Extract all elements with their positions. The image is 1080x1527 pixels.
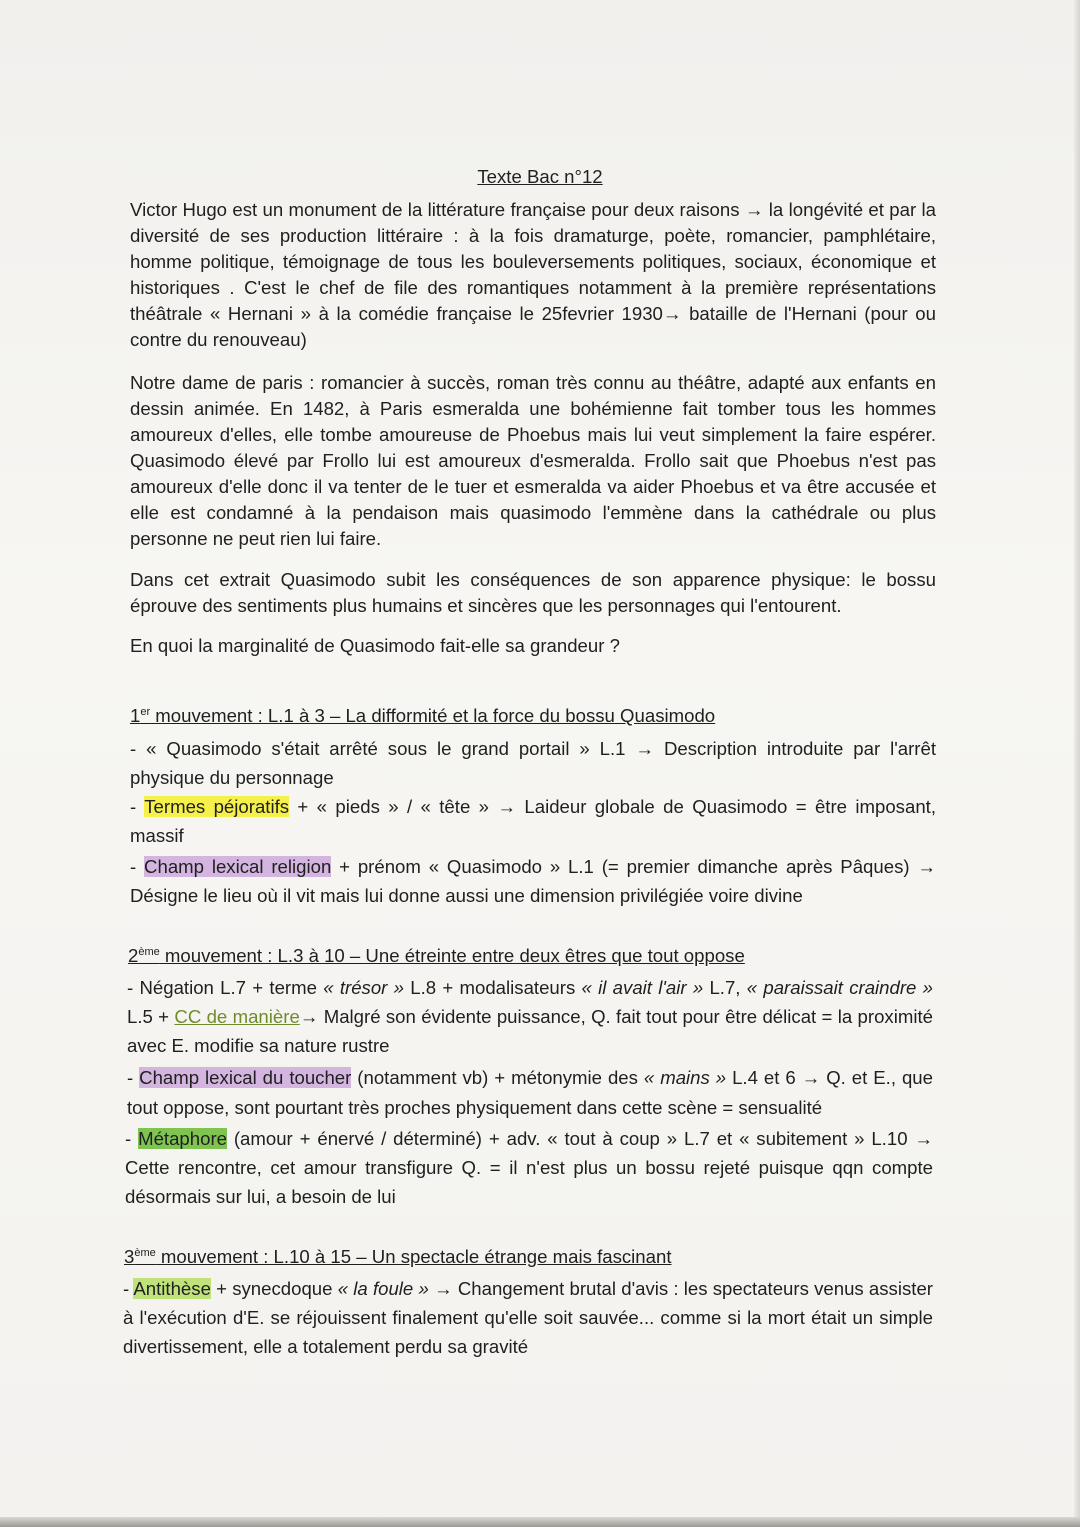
bullet-dash: - [123, 1278, 134, 1299]
movement-2-point-2-text-a: (notamment vb) + métonymie des [351, 1067, 644, 1088]
page-edge-bottom [0, 1517, 1080, 1527]
movement-2-point-2-text-b: L.4 et 6 → Q. et E., que tout oppose, sont pourtant très proches physiquement dans cette scène = sensualité [127, 1067, 933, 1118]
bullet-dash: - [130, 856, 145, 877]
movement-3-point-1 [123, 1274, 933, 1361]
page-edge-right [1074, 0, 1080, 1527]
highlight-pejorative-terms: Termes péjoratifs [144, 796, 290, 817]
quote-paraissait-craindre: « paraissait craindre » [746, 977, 933, 998]
intro-paragraph: Victor Hugo est un monument de la littérature française pour deux raisons → la longévité et par la diversité de ses production littéraire : à la fois dramaturge, poète, romancier, pamphlétaire, homme politique, témoignage de tous les bouleversements politiques, sociaux, économique et historiques . C'est le chef de file des romantiques notamment à la première représentations théâtrale « Hernani » à la comédie française le 25fevrier 1930→ bataille de l'Hernani (pour ou contre du renouveau) [130, 199, 936, 350]
movement-1-point-2-text: + « pieds » / « tête » → Laideur globale de Quasimodo = être imposant, massif [130, 796, 936, 846]
movement-3-heading [124, 1244, 930, 1270]
movement-3-point-1-text-b: → Changement brutal d'avis : les spectateurs venus assister à l'exécution d'E. se réjouissent finalement qu'elle soit sauvée... comme si la mort était un simple divertissement, elle a totalement perdu sa gravité [123, 1278, 933, 1357]
problematic-question: En quoi la marginalité de Quasimodo fait-elle sa grandeur ? [130, 635, 620, 656]
quote-tresor: « trésor » [323, 977, 404, 998]
movement-3-point-1-text-a: + synecdoque [210, 1278, 338, 1299]
movement-2-point-1-text-e: → Malgré son évidente puissance, Q. fait tout pour être délicat = la proximité avec E. modifie sa nature rustre [127, 1006, 933, 1056]
bullet-dash: - [127, 1067, 140, 1088]
extract-paragraph: Dans cet extrait Quasimodo subit les conséquences de son apparence physique: le bossu éprouve des sentiments plus humains et sincères que les personnages qui l'entourent. [130, 569, 936, 616]
movement-2-point-1-text-a: - Négation L.7 + terme [127, 977, 324, 998]
movement-2-title: mouvement : L.3 à 10 – Une étreinte entre deux êtres que tout oppose [159, 945, 745, 966]
movement-1-point-3-text: + prénom « Quasimodo » L.1 (= premier dimanche après Pâques) → Désigne le lieu où il vit mais lui donne aussi une dimension privilégiée voire divine [130, 856, 937, 906]
movement-2-number: 2 [128, 945, 139, 966]
movement-2-point-3-text: (amour + énervé / déterminé) + adv. « tout à coup » L.7 et « subitement » L.10 → Cette rencontre, cet amour transfigure Q. = il n'est plus un bossu rejeté puisque qqn compte désormais sur lui, a besoin de lui [125, 1128, 933, 1207]
movement-2-point-1 [127, 973, 933, 1060]
quote-il-avait-lair: « il avait l'air » [581, 977, 704, 998]
movement-1-heading [130, 703, 936, 729]
summary-paragraph: Notre dame de paris : romancier à succès, roman très connu au théâtre, adapté aux enfants en dessin animée. En 1482, à Paris esmeralda une bohémienne fait tomber tous les hommes amoureux d'elles, elle tombe amoureuse de Phoebus mais lui veut simplement la faire espérer. Quasimodo élevé par Frollo lui est amoureux d'esmeralda. Frollo sait que Phoebus n'est pas amoureux d'elle donc il va tenter de le tuer et esmeralda va aider Phoebus et va être accusée et elle est condamné à la pendaison mais quasimodo l'emmène dans la cathédrale ou plus personne ne peut rien lui faire. [130, 372, 936, 549]
highlight-cc-de-maniere: CC de manière [174, 1006, 300, 1027]
movement-1-point-3 [130, 852, 936, 910]
movement-2-point-2 [127, 1063, 933, 1123]
movement-2-point-3 [125, 1124, 933, 1211]
movement-1-point-1: - « Quasimodo s'était arrêté sous le grand portail » L.1 → Description introduite par l'arrêt physique du personnage [130, 738, 936, 788]
movement-2-ordinal: ème [138, 946, 160, 958]
movement-2-heading [128, 943, 934, 969]
quote-mains: « mains » [643, 1067, 727, 1088]
movement-2-point-1-text-b: L.8 + modalisateurs [403, 977, 582, 998]
highlight-antithese: Antithèse [133, 1278, 211, 1299]
highlight-metaphore: Métaphore [138, 1128, 227, 1149]
highlight-touch-lexical-field: Champ lexical du toucher [139, 1067, 352, 1088]
quote-la-foule: « la foule » [337, 1278, 429, 1299]
movement-1-title: mouvement : L.1 à 3 – La difformité et la force du bossu Quasimodo [150, 705, 716, 726]
movement-3-title: mouvement : L.10 à 15 – Un spectacle étrange mais fascinant [155, 1246, 672, 1267]
movement-1-ordinal: er [140, 706, 151, 718]
bullet-dash: - [125, 1128, 139, 1149]
page-title: Texte Bac n°12 [477, 166, 603, 187]
bullet-dash: - [130, 796, 145, 817]
movement-1-number: 1 [130, 705, 141, 726]
movement-2-point-1-text-c: L.7, [703, 977, 747, 998]
movement-3-ordinal: ème [134, 1247, 156, 1259]
movement-1-point-2 [130, 792, 936, 850]
movement-2-point-1-text-d: L.5 + [127, 1006, 175, 1027]
movement-3-number: 3 [124, 1246, 135, 1267]
highlight-religion-lexical-field: Champ lexical religion [144, 856, 332, 877]
